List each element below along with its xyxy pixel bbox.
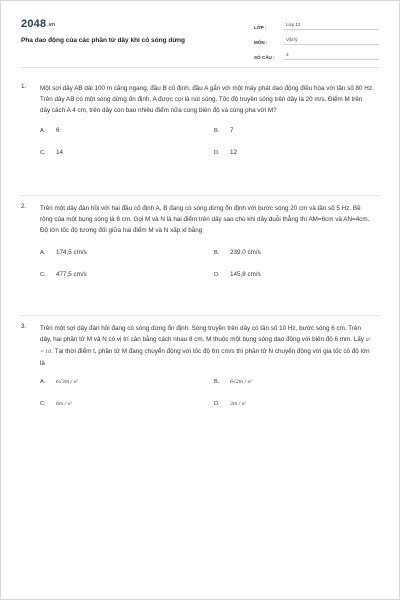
meta-row-class (254, 17, 379, 30)
option-b[interactable]: B. 7 (214, 127, 234, 134)
answer-options (40, 127, 379, 163)
question-1 (21, 83, 379, 163)
option-a[interactable]: A. 6 (40, 127, 60, 134)
option-b[interactable]: B. 6√2m / s² (214, 379, 252, 385)
question-text-part: Trên một sợi dây đàn hồi đang có sóng dừng ổn định. Sóng truyền trên dây có tần số 10 Hz, bước sóng 6 cm. Trên dây, hai phần tử M và N có vị trí cân bằng cách nhau 8 cm, M thuộc một bụng sóng dao động với biên độ 6 mm. Lấy (40, 325, 366, 343)
meta-value: 3 (284, 52, 379, 60)
option-b[interactable]: B. 239,0 cm/s (214, 249, 261, 256)
option-d[interactable]: D. 12 (214, 149, 238, 156)
worksheet-header (1, 1, 399, 67)
meta-value: Vật lý (284, 37, 379, 45)
meta-label: LỚP : (254, 25, 267, 30)
answer-options (40, 249, 379, 285)
option-d[interactable]: D. 145,8 cm/s (214, 271, 261, 278)
answer-options (40, 379, 379, 415)
option-c[interactable]: C. 14 (40, 149, 64, 156)
question-divider (21, 315, 379, 316)
option-c[interactable]: C. 477,5 cm/s (40, 271, 87, 278)
question-3 (21, 323, 379, 415)
question-number: 3. (21, 323, 27, 330)
question-text: Trên một dây đàn hồi với hai đầu cố định A, B đang có sóng dừng ổn định với bước sóng 20 cm và tần số 5 Hz. Bề rộng của một bụng sóng là 8 cm. Gọi M và N là hai điểm trên dây sao cho khi dây duỗi thẳng thì AM=6cm và AN=4cm. Độ lớn tốc độ tương đối giữa hai điểm M và N xấp xỉ bằng (40, 205, 370, 234)
option-a[interactable]: A. 6√3m / s² (40, 379, 78, 385)
math-formula: π² = 10 (40, 338, 371, 355)
option-d[interactable]: D. 3m / s² (214, 401, 246, 407)
meta-info (254, 17, 379, 62)
meta-row-count (254, 47, 379, 60)
question-2 (21, 203, 379, 285)
meta-label: SỐ CÂU : (254, 55, 275, 60)
meta-row-subject (254, 32, 379, 45)
question-text-part: . Tại thời điểm t, phần tử M đang chuyển động với tốc độ 6π cm/s thì phần tử N chuyển động với gia tốc có độ lớn là (40, 348, 370, 367)
question-text (40, 323, 374, 369)
question-number: 2. (21, 203, 27, 210)
logo: $2048^{.vn}$ (21, 18, 56, 30)
option-a[interactable]: A. 174,5 cm/s (40, 249, 87, 256)
meta-value: Lớp 12 (284, 22, 379, 30)
question-divider (21, 195, 379, 196)
page-title: Pha dao động của các phần tử dây khi có sóng dừng (21, 37, 185, 44)
question-number: 1. (21, 83, 27, 90)
meta-label: MÔN : (254, 40, 268, 45)
question-text: Một sợi dây AB dài 100 m căng ngang, đầu B cố định, đầu A gắn với một máy phát dao động điều hòa với tần số 80 Hz. Trên dây AB có một sóng dừng ổn định, A được coi là nút sóng. Tốc độ truyền sóng trên dây là 20 m/s. Điểm M trên dây cách A 4 cm, trên dây còn bao nhiêu điểm nữa cùng biên độ và cùng pha với M? (40, 85, 374, 114)
option-c[interactable]: C. 6m / s² (40, 401, 72, 407)
header-divider (21, 67, 379, 68)
